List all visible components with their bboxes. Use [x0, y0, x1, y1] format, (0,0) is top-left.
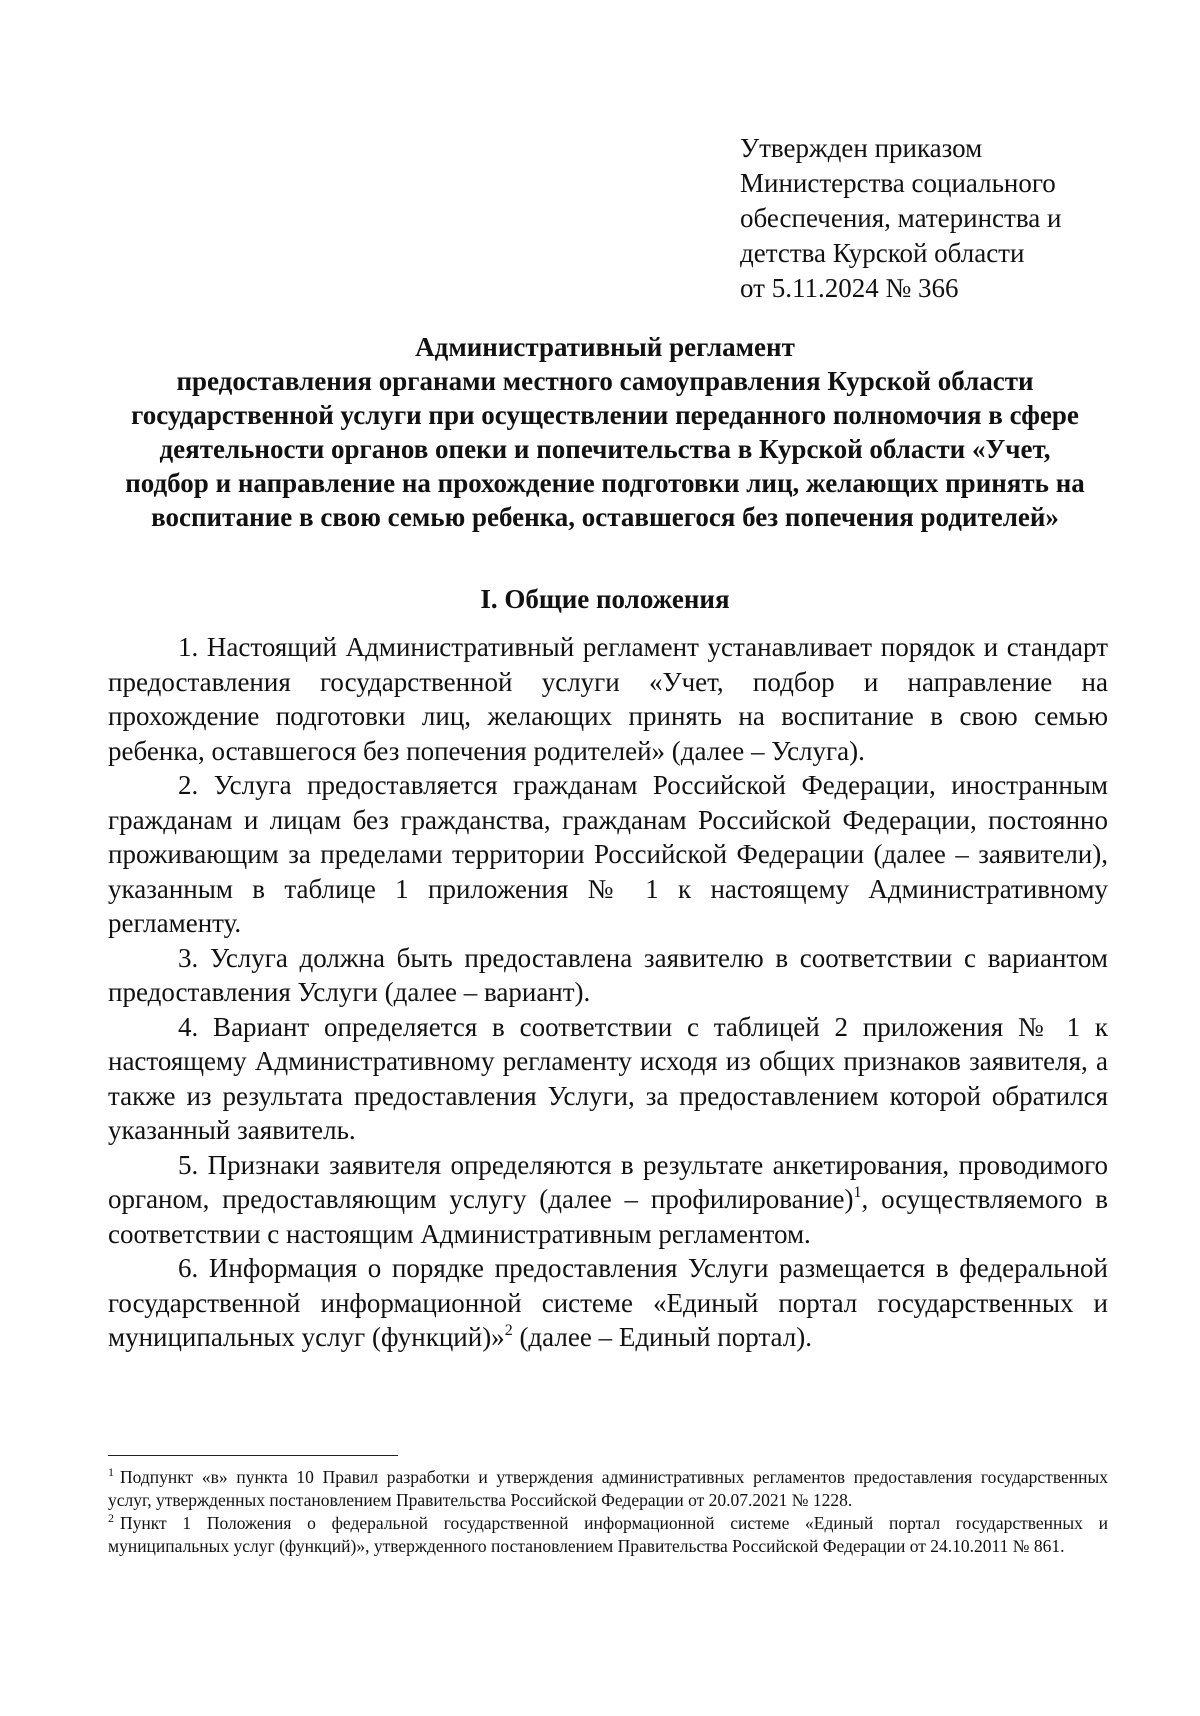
- footnote-reference: 1: [853, 1184, 862, 1201]
- title-line: воспитание в свою семью ребенка, оставшегося без попечения родителей»: [151, 502, 1059, 532]
- footnote-mark: 1: [108, 1465, 114, 1479]
- title-line: подбор и направление на прохождение подготовки лиц, желающих принять на: [125, 468, 1085, 498]
- paragraph-5: [108, 1148, 1108, 1252]
- paragraph-text: (далее – Единый портал).: [512, 1322, 812, 1352]
- paragraph-text: 5. Признаки заявителя определяются в результате анкетирования, проводимого органом, предоставляющим услугу (далее – профилирование): [108, 1149, 1108, 1214]
- footnote-separator: [108, 1455, 398, 1456]
- approval-line: Министерства социального: [740, 168, 1056, 198]
- approval-line: Утвержден приказом: [740, 133, 983, 163]
- footnote-2: [108, 1512, 1108, 1558]
- approval-line: обеспечения, материнства и: [740, 203, 1062, 233]
- approval-stamp: [740, 131, 1140, 306]
- paragraph-4: 4. Вариант определяется в соответствии с таблицей 2 приложения № 1 к настоящему Административному регламенту исходя из общих признаков заявителя, а также из результата предоставления Услуги, за предоставлением которой обратился указанный заявитель.: [108, 1011, 1108, 1145]
- footnote-reference: 2: [504, 1322, 513, 1339]
- footnote-text: Пункт 1 Положения о федеральной государственной информационной системе «Единый портал государственных и муниципальных услуг (функций)», утвержденного постановлением Правительства Российской Федерации от 24.10.2011 № 861.: [108, 1513, 1108, 1556]
- footnote-mark: 2: [108, 1511, 114, 1525]
- approval-line: от 5.11.2024 № 366: [740, 273, 959, 303]
- paragraph-3: 3. Услуга должна быть предоставлена заявителю в соответствии с вариантом предоставления Услуги (далее – вариант).: [108, 942, 1108, 1007]
- section-heading: I. Общие положения: [480, 584, 730, 614]
- footnote-text: Подпункт «в» пункта 10 Правил разработки и утверждения административных регламентов предоставления государственных услуг, утвержденных постановлением Правительства Российской Федерации от 20.07.2021 № 1228.: [108, 1467, 1108, 1510]
- title-line: предоставления органами местного самоуправления Курской области: [176, 366, 1034, 396]
- paragraph-text: 6. Информация о порядке предоставления Услуги размещается в федеральной государственной информационной системе «Единый портал государственных и муниципальных услуг (функций)»: [108, 1253, 1108, 1352]
- paragraph-2: 2. Услуга предоставляется гражданам Российской Федерации, иностранным гражданам и лицам без гражданства, гражданам Российской Федерации, постоянно проживающим за пределами территории Российской Федерации (далее – заявители), указанным в таблице 1 приложения № 1 к настоящему Административному регламенту.: [108, 770, 1108, 938]
- document-title: [100, 330, 1110, 534]
- title-line: Административный регламент: [415, 332, 795, 362]
- paragraph-text: , осуществляемого в соответствии с настоящим Административным регламентом.: [108, 1184, 1108, 1249]
- title-line: государственной услуги при осуществлении переданного полномочия в сфере: [131, 400, 1079, 430]
- approval-line: детства Курской области: [740, 238, 1025, 268]
- paragraph-6: [108, 1251, 1108, 1355]
- section-body: [108, 630, 1108, 1355]
- paragraph-1: 1. Настоящий Административный регламент устанавливает порядок и стандарт предоставления государственной услуги «Учет, подбор и направление на прохождение подготовки лиц, желающих принять на воспитание в свою семью ребенка, оставшегося без попечения родителей» (далее – Услуга).: [108, 632, 1108, 766]
- title-line: деятельности органов опеки и попечительства в Курской области «Учет,: [159, 434, 1051, 464]
- footnote-1: [108, 1466, 1108, 1512]
- footnotes: [108, 1466, 1108, 1558]
